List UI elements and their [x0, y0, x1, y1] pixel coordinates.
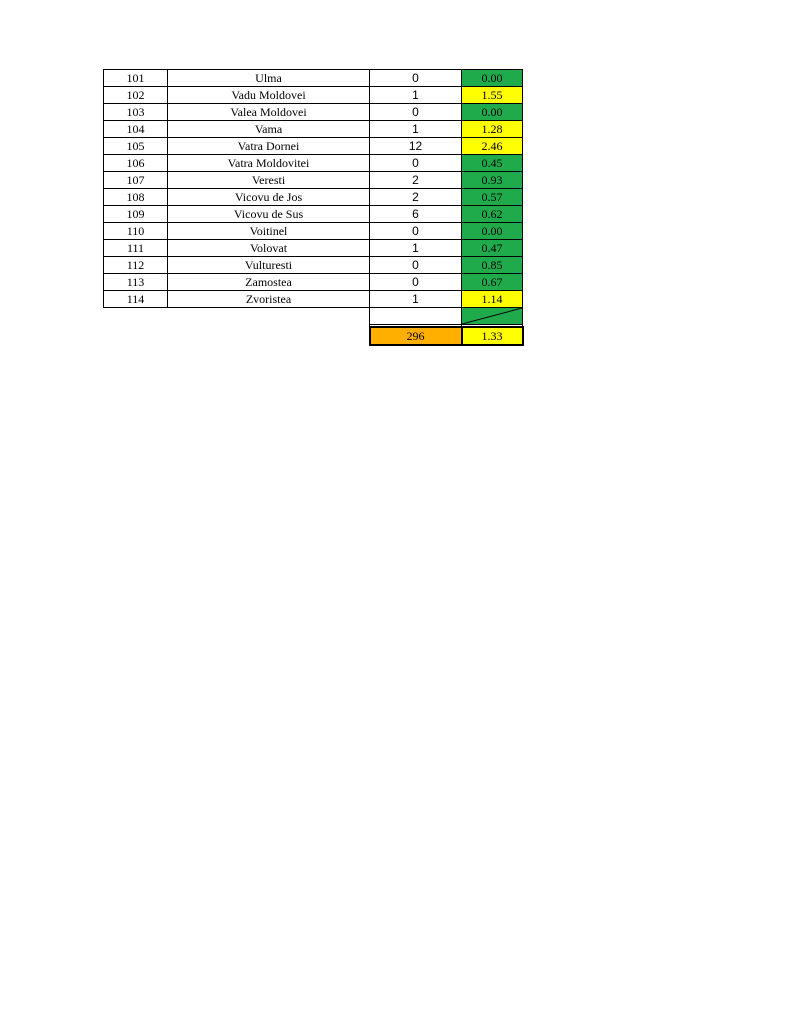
case-count-cell[interactable]: 0 [370, 274, 462, 291]
row-number-cell[interactable]: 103 [104, 104, 168, 121]
case-count-cell[interactable]: 2 [370, 172, 462, 189]
rate-cell[interactable]: 1.28 [462, 121, 523, 138]
case-count-cell[interactable]: 6 [370, 206, 462, 223]
case-count-cell[interactable]: 0 [370, 257, 462, 274]
table-row [104, 172, 523, 189]
table-row [104, 104, 523, 121]
empty-cell [168, 308, 370, 325]
case-count-cell[interactable]: 1 [370, 121, 462, 138]
data-table [103, 69, 524, 346]
case-count-cell[interactable]: 2 [370, 189, 462, 206]
total-row [104, 327, 523, 345]
table-row [104, 70, 523, 87]
row-number-cell[interactable]: 112 [104, 257, 168, 274]
case-count-cell[interactable]: 12 [370, 138, 462, 155]
locality-name-cell[interactable]: Zvoristea [168, 291, 370, 308]
row-number-cell[interactable]: 114 [104, 291, 168, 308]
locality-name-cell[interactable]: Vama [168, 121, 370, 138]
rate-cell[interactable]: 0.00 [462, 223, 523, 240]
locality-name-cell[interactable]: Valea Moldovei [168, 104, 370, 121]
locality-name-cell[interactable]: Vatra Dornei [168, 138, 370, 155]
row-number-cell[interactable]: 113 [104, 274, 168, 291]
rate-cell[interactable]: 0.85 [462, 257, 523, 274]
row-number-cell[interactable]: 101 [104, 70, 168, 87]
locality-name-cell[interactable]: Vulturesti [168, 257, 370, 274]
row-number-cell[interactable]: 106 [104, 155, 168, 172]
rate-cell[interactable]: 1.55 [462, 87, 523, 104]
rate-cell[interactable]: 0.62 [462, 206, 523, 223]
empty-cell [168, 327, 370, 345]
spreadsheet-page [103, 69, 524, 346]
diagonal-line-icon [462, 308, 522, 324]
rate-cell[interactable]: 0.47 [462, 240, 523, 257]
case-count-cell[interactable]: 0 [370, 70, 462, 87]
table-row [104, 138, 523, 155]
locality-name-cell[interactable]: Veresti [168, 172, 370, 189]
table-body [104, 70, 523, 346]
table-row [104, 274, 523, 291]
locality-name-cell[interactable]: Volovat [168, 240, 370, 257]
table-row [104, 121, 523, 138]
total-count-cell[interactable]: 296 [370, 327, 462, 345]
case-count-cell[interactable]: 0 [370, 155, 462, 172]
table-row [104, 223, 523, 240]
rate-cell[interactable]: 2.46 [462, 138, 523, 155]
rate-cell[interactable]: 0.00 [462, 70, 523, 87]
locality-name-cell[interactable]: Vicovu de Sus [168, 206, 370, 223]
table-row [104, 257, 523, 274]
locality-name-cell[interactable]: Zamostea [168, 274, 370, 291]
case-count-cell[interactable]: 0 [370, 223, 462, 240]
row-number-cell[interactable]: 104 [104, 121, 168, 138]
row-number-cell[interactable]: 107 [104, 172, 168, 189]
row-number-cell[interactable]: 110 [104, 223, 168, 240]
row-number-cell[interactable]: 102 [104, 87, 168, 104]
locality-name-cell[interactable]: Vadu Moldovei [168, 87, 370, 104]
rate-cell[interactable]: 0.57 [462, 189, 523, 206]
rate-cell[interactable]: 0.00 [462, 104, 523, 121]
total-rate-cell[interactable]: 1.33 [462, 327, 523, 345]
empty-cell [104, 308, 168, 325]
empty-cell [104, 327, 168, 345]
rate-cell[interactable]: 1.14 [462, 291, 523, 308]
case-count-cell[interactable]: 0 [370, 104, 462, 121]
locality-name-cell[interactable]: Vatra Moldovitei [168, 155, 370, 172]
table-row [104, 87, 523, 104]
locality-name-cell[interactable]: Voitinel [168, 223, 370, 240]
table-row [104, 240, 523, 257]
row-number-cell[interactable]: 111 [104, 240, 168, 257]
case-count-cell[interactable]: 1 [370, 240, 462, 257]
blank-row [104, 308, 523, 325]
table-row [104, 291, 523, 308]
rate-cell[interactable]: 0.67 [462, 274, 523, 291]
diagonal-marker-cell[interactable] [462, 308, 523, 325]
row-number-cell[interactable]: 109 [104, 206, 168, 223]
case-count-cell[interactable]: 1 [370, 87, 462, 104]
table-row [104, 206, 523, 223]
table-row [104, 189, 523, 206]
row-number-cell[interactable]: 108 [104, 189, 168, 206]
rate-cell[interactable]: 0.93 [462, 172, 523, 189]
locality-name-cell[interactable]: Vicovu de Jos [168, 189, 370, 206]
empty-count-cell[interactable] [370, 308, 462, 325]
rate-cell[interactable]: 0.45 [462, 155, 523, 172]
table-row [104, 155, 523, 172]
locality-name-cell[interactable]: Ulma [168, 70, 370, 87]
row-number-cell[interactable]: 105 [104, 138, 168, 155]
case-count-cell[interactable]: 1 [370, 291, 462, 308]
